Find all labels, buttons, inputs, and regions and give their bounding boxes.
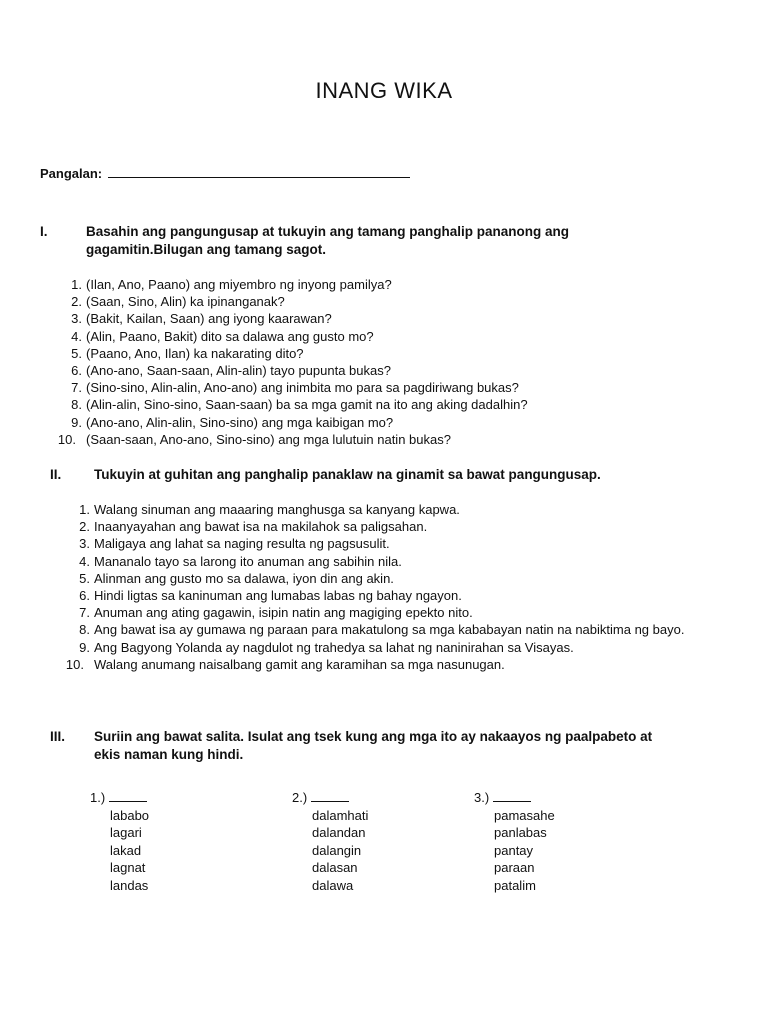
- item-number: 6.: [71, 363, 82, 379]
- list-item: [72, 587, 712, 604]
- section-2-numeral: II.: [50, 467, 62, 482]
- item-text: Alinman ang gusto mo sa dalawa, iyon din ang akin.: [94, 570, 394, 586]
- word-item: paraan: [494, 860, 535, 875]
- word-item: dalamhati: [312, 807, 369, 823]
- item-text: (Ano-ano, Alin-alin, Sino-sino) ang mga kaibigan mo?: [86, 414, 394, 430]
- item-number: 9.: [71, 414, 82, 430]
- list-item: [72, 553, 712, 570]
- item-number: 2.: [79, 519, 90, 535]
- word-item: lagari: [110, 825, 142, 840]
- item-text: Ang Bagyong Yolanda ay nagdulot ng trahedya sa lahat ng naninirahan sa Visayas.: [94, 639, 574, 655]
- word-item: lababo: [110, 807, 150, 823]
- word-group-1: [90, 789, 149, 894]
- section-2-list: [65, 501, 712, 673]
- item-text: (Ano-ano, Saan-saan, Alin-alin) tayo pupunta bukas?: [86, 363, 391, 379]
- item-text: (Sino-sino, Alin-alin, Ano-ano) ang inimbita mo para sa pagdiriwang bukas?: [86, 380, 519, 396]
- item-number: 3.: [79, 536, 90, 552]
- item-text: (Paano, Ano, Ilan) ka nakarating dito?: [86, 345, 304, 361]
- list-item: [72, 639, 712, 656]
- word-item: dalawa: [312, 877, 354, 893]
- word-item: pantay: [494, 842, 534, 858]
- list-item: [65, 656, 712, 673]
- list-item: [64, 328, 704, 345]
- item-text: Inaanyayahan ang bawat isa na makilahok sa paligsahan.: [94, 519, 428, 535]
- item-number: 6.: [79, 588, 90, 604]
- answer-blank[interactable]: [109, 790, 147, 802]
- item-number: 1.: [71, 277, 82, 292]
- list-item: [64, 293, 704, 310]
- item-number: 8.: [79, 622, 90, 638]
- word-item: pamasahe: [494, 807, 555, 823]
- item-number: 4.: [71, 328, 82, 344]
- item-text: Walang sinuman ang maaaring manghusga sa kanyang kapwa.: [94, 502, 460, 517]
- item-text: (Alin-alin, Sino-sino, Saan-saan) ba sa mga gamit na ito ang aking dadalhin?: [86, 397, 528, 413]
- word-group-label: 1.): [90, 790, 106, 805]
- word-group-label: 3.): [474, 790, 490, 805]
- name-label: Pangalan:: [40, 166, 103, 181]
- item-number: 5.: [79, 570, 90, 586]
- name-blank-line[interactable]: [108, 165, 410, 178]
- item-number: 10.: [65, 656, 84, 672]
- list-item: [64, 396, 704, 413]
- item-number: 4.: [79, 553, 90, 569]
- word-item: panlabas: [494, 825, 547, 840]
- word-item: dalandan: [312, 825, 366, 840]
- list-item: [64, 276, 704, 293]
- list-item: [64, 379, 704, 396]
- section-3-instruction: Suriin ang bawat salita. Isulat ang tsek kung ang mga ito ay nakaayos ng paalpabeto at ekis naman kung hindi.: [94, 729, 653, 762]
- item-number: 1.: [79, 502, 90, 517]
- item-text: Mananalo tayo sa larong ito anuman ang sabihin nila.: [94, 553, 402, 569]
- item-text: Ang bawat isa ay gumawa ng paraan para makatulong sa mga kababayan natin na nabiktima ng bayo.: [94, 622, 685, 638]
- item-text: (Saan, Sino, Alin) ka ipinanganak?: [86, 294, 285, 310]
- item-number: 5.: [71, 345, 82, 361]
- list-item: [72, 570, 712, 587]
- item-number: 3.: [71, 311, 82, 327]
- word-item: landas: [110, 877, 149, 893]
- list-item: [72, 535, 712, 552]
- section-1-numeral: I.: [40, 224, 48, 239]
- word-group-3: [474, 789, 555, 894]
- item-text: Anuman ang ating gagawin, isipin natin ang magiging epekto nito.: [94, 605, 473, 621]
- item-number: 7.: [71, 380, 82, 396]
- word-item: patalim: [494, 877, 536, 893]
- section-1-list: [57, 276, 704, 448]
- item-text: (Saan-saan, Ano-ano, Sino-sino) ang mga lulutuin natin bukas?: [86, 431, 451, 447]
- word-group-2: [292, 789, 368, 894]
- section-3-numeral: III.: [50, 729, 66, 744]
- item-text: Hindi ligtas sa kaninuman ang lumabas labas ng bahay ngayon.: [94, 588, 462, 604]
- list-item: [64, 362, 704, 379]
- item-number: 9.: [79, 639, 90, 655]
- list-item: [64, 345, 704, 362]
- word-group-label-row: [90, 789, 149, 807]
- list-item: [72, 501, 712, 518]
- word-item: lagnat: [110, 860, 146, 875]
- item-text: (Alin, Paano, Bakit) dito sa dalawa ang gusto mo?: [86, 328, 374, 344]
- item-text: Maligaya ang lahat sa naging resulta ng pagsusulit.: [94, 536, 390, 552]
- word-item: dalasan: [312, 860, 358, 875]
- item-text: Walang anumang naisalbang gamit ang karamihan sa mga nasunugan.: [94, 656, 505, 672]
- answer-blank[interactable]: [493, 790, 531, 802]
- name-field-row: [40, 165, 410, 181]
- section-1-instruction: Basahin ang pangungusap at tukuyin ang tamang panghalip pananong ang gagamitin.Bilugan ang tamang sagot.: [86, 224, 570, 257]
- list-item: [72, 518, 712, 535]
- list-item: [64, 310, 704, 327]
- section-2-instruction: Tukuyin at guhitan ang panghalip panaklaw na ginamit sa bawat pangungusap.: [94, 467, 601, 482]
- list-item: [64, 414, 704, 431]
- list-item: [57, 431, 704, 448]
- answer-blank[interactable]: [311, 790, 349, 802]
- word-item: dalangin: [312, 842, 362, 858]
- word-item: lakad: [110, 842, 142, 858]
- item-number: 2.: [71, 294, 82, 310]
- list-item: [72, 621, 712, 638]
- page-title: INANG WIKA: [315, 78, 453, 103]
- item-number: 8.: [71, 397, 82, 413]
- item-text: (Ilan, Ano, Paano) ang miyembro ng inyong pamilya?: [86, 277, 392, 292]
- word-group-label-row: [292, 789, 368, 807]
- word-group-label-row: [474, 789, 555, 807]
- list-item: [72, 604, 712, 621]
- word-group-label: 2.): [292, 790, 308, 805]
- item-number: 7.: [79, 605, 90, 621]
- item-number: 10.: [57, 431, 76, 447]
- item-text: (Bakit, Kailan, Saan) ang iyong kaarawan?: [86, 311, 332, 327]
